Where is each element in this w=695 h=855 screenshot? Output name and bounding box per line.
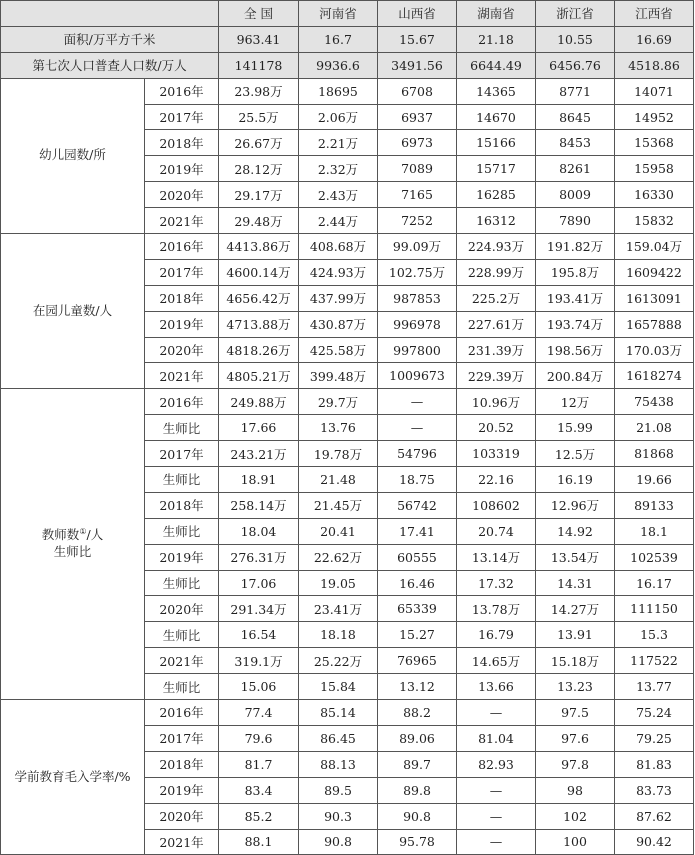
sub-label: 2018年: [145, 492, 219, 518]
table-cell: 28.12万: [219, 156, 299, 182]
table-cell: 102539: [615, 544, 694, 570]
table-cell: 16.7: [299, 26, 378, 52]
sub-label: 2021年: [145, 829, 219, 855]
header-row: [1, 1, 694, 27]
sub-label: 生师比: [145, 518, 219, 544]
table-cell: 276.31万: [219, 544, 299, 570]
table-cell: 22.62万: [299, 544, 378, 570]
table-cell: 89.06: [378, 725, 457, 751]
table-cell: 8771: [536, 78, 615, 104]
table-cell: 6644.49: [457, 52, 536, 78]
table-body: [1, 1, 694, 855]
table-cell: 18.04: [219, 518, 299, 544]
table-cell: 225.2万: [457, 285, 536, 311]
table-cell: 8261: [536, 156, 615, 182]
table-cell: 17.32: [457, 570, 536, 596]
table-cell: 26.67万: [219, 130, 299, 156]
table-cell: 15717: [457, 156, 536, 182]
table-cell: 16.19: [536, 467, 615, 493]
table-cell: 16.79: [457, 622, 536, 648]
table-cell: 14.92: [536, 518, 615, 544]
sub-label: 2016年: [145, 234, 219, 260]
section-title: 教师数: [41, 527, 80, 543]
table-cell: 21.48: [299, 467, 378, 493]
table-cell: 8009: [536, 182, 615, 208]
table-cell: 16312: [457, 208, 536, 234]
table-cell: 15.06: [219, 674, 299, 700]
table-cell: 18.91: [219, 467, 299, 493]
table-cell: 15.99: [536, 415, 615, 441]
sub-label: 生师比: [145, 415, 219, 441]
section-label: [1, 700, 145, 855]
section-title: 学前教育毛入学率/%: [14, 768, 131, 784]
table-cell: 17.06: [219, 570, 299, 596]
table-cell: 90.42: [615, 829, 694, 855]
table-cell: 8453: [536, 130, 615, 156]
table-cell: 10.96万: [457, 389, 536, 415]
table-cell: 224.93万: [457, 234, 536, 260]
table-cell: 258.14万: [219, 492, 299, 518]
table-cell: 4518.86: [615, 52, 694, 78]
table-cell: 14071: [615, 78, 694, 104]
table-cell: 13.14万: [457, 544, 536, 570]
table-cell: 19.66: [615, 467, 694, 493]
table-cell: 75.24: [615, 700, 694, 726]
section-label: [1, 389, 145, 700]
table-row: [1, 389, 694, 415]
table-cell: 20.52: [457, 415, 536, 441]
sub-label: 生师比: [145, 622, 219, 648]
table-cell: 18.18: [299, 622, 378, 648]
section-title: 在园儿童数/人: [32, 302, 113, 318]
sub-label: 2021年: [145, 208, 219, 234]
table-cell: 18.1: [615, 518, 694, 544]
table-cell: 14.27万: [536, 596, 615, 622]
table-cell: 12万: [536, 389, 615, 415]
table-cell: 1657888: [615, 311, 694, 337]
table-cell: 29.7万: [299, 389, 378, 415]
table-cell: 430.87万: [299, 311, 378, 337]
table-cell: 7089: [378, 156, 457, 182]
sub-label: 2018年: [145, 285, 219, 311]
table-cell: 16.54: [219, 622, 299, 648]
table-cell: 195.8万: [536, 259, 615, 285]
table-cell: 29.48万: [219, 208, 299, 234]
table-cell: 2.43万: [299, 182, 378, 208]
table-cell: 16.46: [378, 570, 457, 596]
section-label: [1, 78, 145, 233]
table-cell: 193.74万: [536, 311, 615, 337]
table-cell: 14.65万: [457, 648, 536, 674]
table-cell: 77.4: [219, 700, 299, 726]
table-cell: 79.25: [615, 725, 694, 751]
table-cell: 20.74: [457, 518, 536, 544]
table-cell: 16330: [615, 182, 694, 208]
table-cell: 29.17万: [219, 182, 299, 208]
sub-label: 2016年: [145, 78, 219, 104]
table-cell: 108602: [457, 492, 536, 518]
table-cell: 79.6: [219, 725, 299, 751]
table-cell: 170.03万: [615, 337, 694, 363]
sub-label: 2017年: [145, 104, 219, 130]
sub-label: 2019年: [145, 156, 219, 182]
table-cell: 81868: [615, 441, 694, 467]
table-cell: 2.32万: [299, 156, 378, 182]
table-cell: 13.77: [615, 674, 694, 700]
table-cell: 25.5万: [219, 104, 299, 130]
table-cell: 12.96万: [536, 492, 615, 518]
table-cell: 14.31: [536, 570, 615, 596]
table-cell: 291.34万: [219, 596, 299, 622]
table-cell: 89133: [615, 492, 694, 518]
sub-label: 2019年: [145, 311, 219, 337]
table-cell: 14952: [615, 104, 694, 130]
sub-label: 2020年: [145, 337, 219, 363]
table-cell: 18.75: [378, 467, 457, 493]
table-cell: 17.66: [219, 415, 299, 441]
table-cell: 997800: [378, 337, 457, 363]
sub-label: 2021年: [145, 363, 219, 389]
table-row: [1, 234, 694, 260]
table-cell: 1009673: [378, 363, 457, 389]
table-cell: 15.27: [378, 622, 457, 648]
table-cell: —: [457, 700, 536, 726]
table-cell: —: [457, 803, 536, 829]
section-label: [1, 234, 145, 389]
sub-label: 2018年: [145, 130, 219, 156]
table-cell: —: [457, 829, 536, 855]
sub-label: 生师比: [145, 674, 219, 700]
table-cell: 425.58万: [299, 337, 378, 363]
table-cell: 117522: [615, 648, 694, 674]
table-cell: 4600.14万: [219, 259, 299, 285]
table-cell: 88.13: [299, 751, 378, 777]
table-cell: 319.1万: [219, 648, 299, 674]
table-cell: 6937: [378, 104, 457, 130]
table-cell: 60555: [378, 544, 457, 570]
table-cell: 88.2: [378, 700, 457, 726]
table-cell: 408.68万: [299, 234, 378, 260]
table-cell: 6973: [378, 130, 457, 156]
table-cell: 15.3: [615, 622, 694, 648]
table-cell: 25.22万: [299, 648, 378, 674]
table-cell: 89.5: [299, 777, 378, 803]
table-cell: 81.7: [219, 751, 299, 777]
table-cell: 15832: [615, 208, 694, 234]
table-cell: 16285: [457, 182, 536, 208]
region-header: 山西省: [378, 1, 457, 27]
table-row: [1, 78, 694, 104]
table-cell: 1618274: [615, 363, 694, 389]
sub-label: 2019年: [145, 777, 219, 803]
table-cell: 159.04万: [615, 234, 694, 260]
table-cell: 198.56万: [536, 337, 615, 363]
table-cell: 13.78万: [457, 596, 536, 622]
table-cell: 15.84: [299, 674, 378, 700]
table-cell: 3491.56: [378, 52, 457, 78]
row-label: 第七次人口普查人口数/万人: [1, 52, 219, 78]
region-header: 河南省: [299, 1, 378, 27]
sub-label: 生师比: [145, 570, 219, 596]
sub-label: 生师比: [145, 467, 219, 493]
table-cell: 90.8: [299, 829, 378, 855]
sub-label: 2017年: [145, 725, 219, 751]
table-cell: 228.99万: [457, 259, 536, 285]
table-cell: 23.41万: [299, 596, 378, 622]
table-cell: 4713.88万: [219, 311, 299, 337]
table-cell: 15166: [457, 130, 536, 156]
table-cell: 56742: [378, 492, 457, 518]
table-cell: 98: [536, 777, 615, 803]
table-cell: 4413.86万: [219, 234, 299, 260]
table-cell: —: [378, 389, 457, 415]
table-cell: 103319: [457, 441, 536, 467]
table-cell: 81.83: [615, 751, 694, 777]
region-header: 浙江省: [536, 1, 615, 27]
table-cell: 191.82万: [536, 234, 615, 260]
table-cell: 249.88万: [219, 389, 299, 415]
table-cell: 13.54万: [536, 544, 615, 570]
table-cell: 111150: [615, 596, 694, 622]
sub-label: 2019年: [145, 544, 219, 570]
table-cell: 1609422: [615, 259, 694, 285]
table-cell: 424.93万: [299, 259, 378, 285]
table-cell: —: [457, 777, 536, 803]
table-cell: 16.17: [615, 570, 694, 596]
table-cell: 13.23: [536, 674, 615, 700]
table-cell: 21.18: [457, 26, 536, 52]
table-cell: 102.75万: [378, 259, 457, 285]
table-cell: 90.8: [378, 803, 457, 829]
region-header: 江西省: [615, 1, 694, 27]
table-cell: 88.1: [219, 829, 299, 855]
table-cell: 89.7: [378, 751, 457, 777]
table-cell: 193.41万: [536, 285, 615, 311]
corner-cell: [1, 1, 219, 27]
table-cell: 399.48万: [299, 363, 378, 389]
table-cell: 14365: [457, 78, 536, 104]
table-cell: 22.16: [457, 467, 536, 493]
sub-label: 2017年: [145, 441, 219, 467]
table-cell: 83.73: [615, 777, 694, 803]
table-cell: 6708: [378, 78, 457, 104]
table-cell: 243.21万: [219, 441, 299, 467]
table-cell: 4818.26万: [219, 337, 299, 363]
summary-row: [1, 52, 694, 78]
table-cell: 200.84万: [536, 363, 615, 389]
table-cell: 437.99万: [299, 285, 378, 311]
summary-row: [1, 26, 694, 52]
table-cell: 83.4: [219, 777, 299, 803]
table-cell: 20.41: [299, 518, 378, 544]
table-cell: 102: [536, 803, 615, 829]
table-cell: 6456.76: [536, 52, 615, 78]
table-cell: 97.5: [536, 700, 615, 726]
section-unit: /人: [86, 527, 104, 543]
table-cell: 15958: [615, 156, 694, 182]
table-cell: 85.14: [299, 700, 378, 726]
table-cell: 15368: [615, 130, 694, 156]
region-header: 全 国: [219, 1, 299, 27]
table-cell: 1613091: [615, 285, 694, 311]
sub-label: 2020年: [145, 596, 219, 622]
sub-label: 2021年: [145, 648, 219, 674]
table-cell: 229.39万: [457, 363, 536, 389]
table-cell: 13.76: [299, 415, 378, 441]
table-cell: 18695: [299, 78, 378, 104]
table-cell: 15.67: [378, 26, 457, 52]
table-cell: 81.04: [457, 725, 536, 751]
sub-label: 2016年: [145, 700, 219, 726]
sub-label: 2018年: [145, 751, 219, 777]
table-cell: 87.62: [615, 803, 694, 829]
table-cell: 17.41: [378, 518, 457, 544]
table-cell: 10.55: [536, 26, 615, 52]
table-cell: 7890: [536, 208, 615, 234]
table-cell: 9936.6: [299, 52, 378, 78]
table-cell: 21.45万: [299, 492, 378, 518]
table-cell: 76965: [378, 648, 457, 674]
footnote-marker: ①: [79, 527, 87, 537]
table-cell: 95.78: [378, 829, 457, 855]
sub-label: 2016年: [145, 389, 219, 415]
table-cell: 4656.42万: [219, 285, 299, 311]
table-cell: 75438: [615, 389, 694, 415]
row-label: 面积/万平方千米: [1, 26, 219, 52]
table-cell: 4805.21万: [219, 363, 299, 389]
table-cell: 963.41: [219, 26, 299, 52]
sub-label: 2020年: [145, 182, 219, 208]
table-cell: 21.08: [615, 415, 694, 441]
section-title-line2: 生师比: [53, 544, 92, 560]
table-cell: 97.8: [536, 751, 615, 777]
table-cell: 54796: [378, 441, 457, 467]
table-cell: 2.21万: [299, 130, 378, 156]
table-cell: 90.3: [299, 803, 378, 829]
table-cell: 100: [536, 829, 615, 855]
table-cell: 14670: [457, 104, 536, 130]
region-header: 湖南省: [457, 1, 536, 27]
section-title: 幼儿园数/所: [39, 147, 106, 163]
table-cell: 19.05: [299, 570, 378, 596]
table-cell: 13.66: [457, 674, 536, 700]
sub-label: 2020年: [145, 803, 219, 829]
table-cell: 7165: [378, 182, 457, 208]
table-cell: 13.12: [378, 674, 457, 700]
table-cell: 231.39万: [457, 337, 536, 363]
table-cell: 996978: [378, 311, 457, 337]
table-cell: 987853: [378, 285, 457, 311]
table-cell: —: [378, 415, 457, 441]
table-cell: 141178: [219, 52, 299, 78]
sub-label: 2017年: [145, 259, 219, 285]
table-cell: 7252: [378, 208, 457, 234]
table-cell: 16.69: [615, 26, 694, 52]
table-cell: 19.78万: [299, 441, 378, 467]
table-cell: 82.93: [457, 751, 536, 777]
table-cell: 2.06万: [299, 104, 378, 130]
table-cell: 8645: [536, 104, 615, 130]
table-cell: 89.8: [378, 777, 457, 803]
table-cell: 15.18万: [536, 648, 615, 674]
table-cell: 227.61万: [457, 311, 536, 337]
table-cell: 85.2: [219, 803, 299, 829]
table-cell: 2.44万: [299, 208, 378, 234]
table-cell: 99.09万: [378, 234, 457, 260]
table-cell: 97.6: [536, 725, 615, 751]
table-cell: 23.98万: [219, 78, 299, 104]
table-cell: 86.45: [299, 725, 378, 751]
table-cell: 13.91: [536, 622, 615, 648]
table-row: [1, 700, 694, 726]
table-cell: 65339: [378, 596, 457, 622]
table-cell: 12.5万: [536, 441, 615, 467]
